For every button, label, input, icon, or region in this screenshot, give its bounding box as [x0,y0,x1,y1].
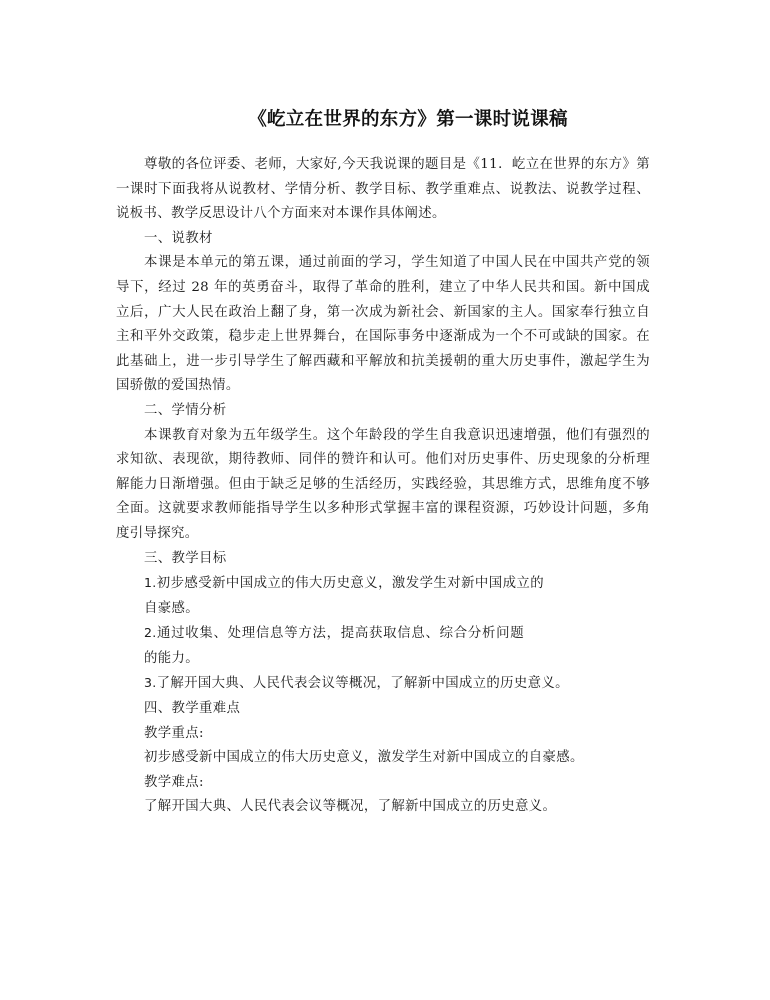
key-point-label: 教学重点: [144,725,204,741]
goal-text: 通过收集、处理信息等方法，提高获取信息、综合分析问题的能力。 [144,626,524,666]
intro-paragraph: 尊敬的各位评委、老师，大家好,今天我说课的题目是《11．屹立在世界的东方》第一课时下面我将从说教材、学情分析、教学目标、教学重难点、说教法、说教学过程、说板书、教学反思设计八个方面来对本课作具体阐述。 [116,157,650,222]
section-paragraph-textbook: 本课是本单元的第五课，通过前面的学习，学生知道了中国人民在中国共产党的领导下，经过 28 年的英勇奋斗，取得了革命的胜利，建立了中华人民共和国。新中国成立后，广大人民在政治上翻了身，第一次成为新社会、新国家的主人。国家奉行独立自主和平外交政策，稳步走上世界舞台，在国际事务中逐渐成为一个不可或缺的国家。在此基础上，进一步引导学生了解西藏和平解放和抗美援朝的重大历史事件，激起学生为国骄傲的爱国热情。 [116,255,650,394]
document-body [116,153,650,820]
key-difficult-block [116,722,650,820]
goal-text: 了解开国大典、人民代表会议等概况，了解新中国成立的历史意义。 [156,676,569,692]
goal-item: 3.了解开国大典、人民代表会议等概况，了解新中国成立的历史意义。 [144,675,569,692]
goal-text: 初步感受新中国成立的伟大历史意义，激发学生对新中国成立的自豪感。 [144,576,544,616]
goal-item: 1.初步感受新中国成立的伟大历史意义，激发学生对新中国成立的自豪感。 [144,575,544,616]
section-paragraph-student-analysis: 本课教育对象为五年级学生。这个年龄段的学生自我意识迅速增强，他们有强烈的求知欲、表现欲，期待教师、同伴的赞许和认可。他们对历史事件、历史现象的分析理解能力日渐增强。但由于缺乏足够的生活经历，实践经验，其思维方式，思维角度不够全面。这就要求教师能指导学生以多种形式掌握丰富的课程资源，巧妙设计问题，多角度引导探究。 [116,427,650,541]
section-heading-key-difficult-points: 四、教学重难点 [144,701,241,717]
goal-item: 2.通过收集、处理信息等方法，提高获取信息、综合分析问题的能力。 [144,625,524,666]
difficult-point-text: 了解开国大典、人民代表会议等概况，了解新中国成立的历史意义。 [144,799,557,815]
section-heading-textbook: 一、说教材 [144,230,213,246]
difficult-point-label: 教学难点: [144,774,204,790]
section-heading-teaching-goals: 三、教学目标 [144,550,227,566]
goals-list [116,571,569,697]
key-point-text: 初步感受新中国成立的伟大历史意义，激发学生对新中国成立的自豪感。 [144,750,584,766]
section-heading-student-analysis: 二、学情分析 [144,402,227,418]
document-title: 《屹立在世界的东方》第一课时说课稿 [248,109,568,130]
